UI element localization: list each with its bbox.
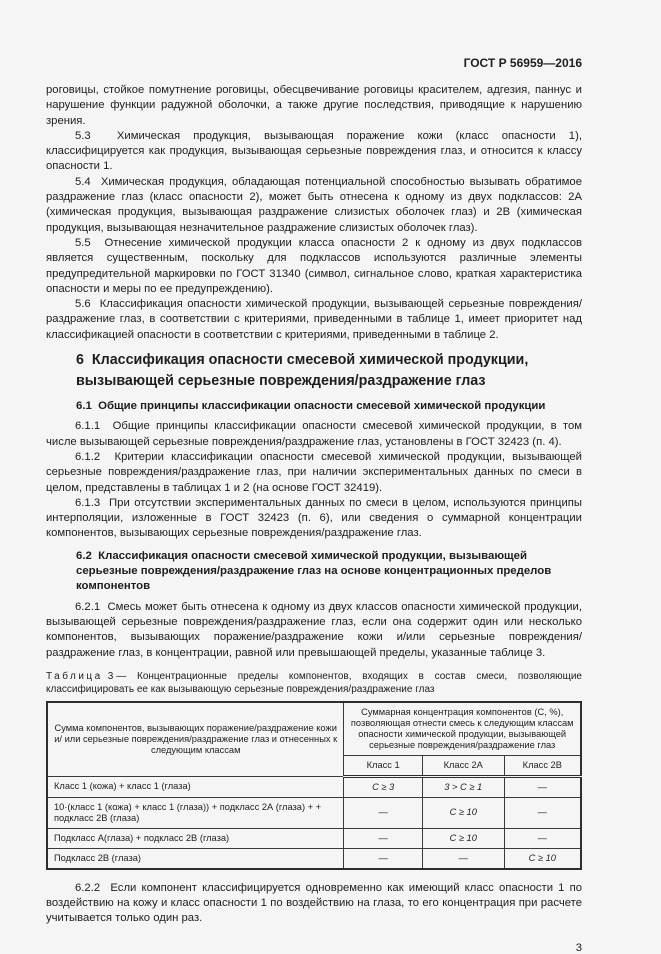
section-6-2-title: 6.2 Классификация опасности смесевой химической продукции, вызывающей серьезные повреждения/раздражение глаз на основе концентрационных пределов компонентов	[76, 549, 552, 593]
paragraph-5-3: 5.3 Химическая продукция, вызывающая поражение кожи (класс опасности 1), классифицируется как продукция, вызывающая серьезные повреждения глаз, и относится к классу опасности 1.	[46, 129, 582, 173]
column-header-components: Сумма компонентов, вызывающих поражение/раздражение кожи и/ или серьезные повреждения/раздражение глаз и отнесенных к следующим классам	[47, 702, 344, 777]
value-cell: —	[344, 797, 422, 828]
column-header-class-2a: Класс 2А	[422, 755, 504, 776]
body-text	[46, 83, 582, 927]
section-6-title: 6 Классификация опасности смесевой химической продукции, вызывающей серьезные повреждения/раздражение глаз	[76, 352, 529, 390]
paragraph-5-6: 5.6 Классификация опасности химической продукции, вызывающей серьезные повреждения/раздражение глаз, в соответствии с критериями, приведенными в таблице 1, имеет приоритет над классификацией опасности в соответствии с критериями, приведенными в таблице 2.	[46, 298, 582, 341]
column-header-concentration-group: Суммарная концентрация компонентов (С, %), позволяющая отнести смесь к следующим классам опасности химической продукции, вызывающей серьезные повреждения/раздражение глаз	[344, 702, 581, 756]
table-row	[47, 848, 581, 869]
section-6-1-title: 6.1 Общие принципы классификации опасности смесевой химической продукции	[76, 400, 546, 413]
paragraph-continuation: роговицы, стойкое помутнение роговицы, обесцвечивание роговицы красителем, адгезия, паннус и нарушение функции радужной оболочки, а также другие последствия, приводящие к нарушению зрения.	[46, 84, 582, 127]
table-caption	[46, 670, 582, 696]
paragraph-6-1-3: 6.1.3 При отсутствии экспериментальных данных по смеси в целом, используются принципы интерполяции, изложенные в ГОСТ 32423 (п. 6), или сведения о суммарной концентрации компонентов, вызывающих серьезные повреждения/раздражение глаз.	[46, 496, 582, 540]
table-caption-number: 3	[107, 670, 114, 682]
table-header-row	[47, 702, 581, 756]
doc-code-header: ГОСТ Р 56959—2016	[463, 56, 582, 70]
page-number: 3	[575, 941, 582, 954]
table-row	[47, 797, 581, 828]
table-3	[46, 701, 582, 870]
row-label-cell: Подкласс А(глаза) + подкласс 2В (глаза)	[47, 828, 344, 848]
value-cell: С ≥ 10	[504, 848, 581, 869]
value-cell: С ≥ 10	[422, 797, 504, 828]
row-label-cell: Класс 1 (кожа) + класс 1 (глаза)	[47, 776, 344, 797]
value-cell: —	[422, 848, 504, 869]
value-cell: —	[344, 828, 422, 848]
value-cell: —	[504, 776, 581, 797]
paragraph-6-2-2: 6.2.2 Если компонент классифицируется одновременно как имеющий класс опасности 1 по воздействию на кожу и класс опасности 1 по воздействию на глаза, то его концентрация при расчете учитывается только один раз.	[46, 881, 582, 925]
table-caption-text: — Концентрационные пределы компонентов, входящих в состав смеси, позволяющие классифицировать ее как вызывающую серьезные повреждения/раздражение глаз	[46, 670, 582, 695]
table-row	[47, 828, 581, 848]
row-label-cell: 10·(класс 1 (кожа) + класс 1 (глаза)) + подкласс 2А (глаза) + + подкласс 2В (глаза)	[47, 797, 344, 828]
column-header-class-2b: Класс 2В	[504, 755, 581, 776]
value-cell: —	[504, 797, 581, 828]
value-cell: 3 > С ≥ 1	[422, 776, 504, 797]
value-cell: —	[344, 848, 422, 869]
paragraph-6-1-2: 6.1.2 Критерии классификации опасности смесевой химической продукции, вызывающей серьезные повреждения/раздражение глаз, при наличии экспериментальных данных по смеси в целом, представлены в таблицах 1 и 2 (на основе ГОСТ 32419).	[46, 450, 582, 494]
value-cell: С ≥ 3	[344, 776, 422, 797]
table-row	[47, 776, 581, 797]
paragraph-6-1-1: 6.1.1 Общие принципы классификации опасности смесевой химической продукции, в том числе вызывающей серьезные повреждения/раздражение глаз, установлены в ГОСТ 32423 (п. 4).	[46, 420, 582, 448]
column-header-class-1: Класс 1	[344, 755, 422, 776]
paragraph-5-4: 5.4 Химическая продукция, обладающая потенциальной способностью вызывать обратимое раздражение глаз (класс опасности 2), может быть отнесена к одному из двух подклассов: 2А (химическая продукция, вызывающая раздражение слизистых оболочек глаз) и 2В (химическая продукция, вызывающая незначительное раздражение слизистых оболочек глаз).	[46, 175, 582, 234]
table-caption-word: Таблица	[46, 670, 103, 682]
paragraph-6-2-1: 6.2.1 Смесь может быть отнесена к одному из двух классов опасности химической продукции, вызывающей серьезные повреждения/раздражение глаз, если она содержит один или несколько компонентов, вызывающих поражение/раздражение кожи и/или серьезные повреждения/раздражение глаз, в концентрации, равной или превышающей пределы, указанные таблице 3.	[46, 600, 582, 659]
row-label-cell: Подкласс 2В (глаза)	[47, 848, 344, 869]
value-cell: С ≥ 10	[422, 828, 504, 848]
value-cell: —	[504, 828, 581, 848]
paragraph-5-5: 5.5 Отнесение химической продукции класса опасности 2 к одному из двух подклассов является существенным, поскольку для подклассов используются различные элементы предупредительной маркировки по ГОСТ 31340 (символ, сигнальное слово, краткая характеристика опасности и меры по ее предупреждению).	[46, 236, 582, 295]
